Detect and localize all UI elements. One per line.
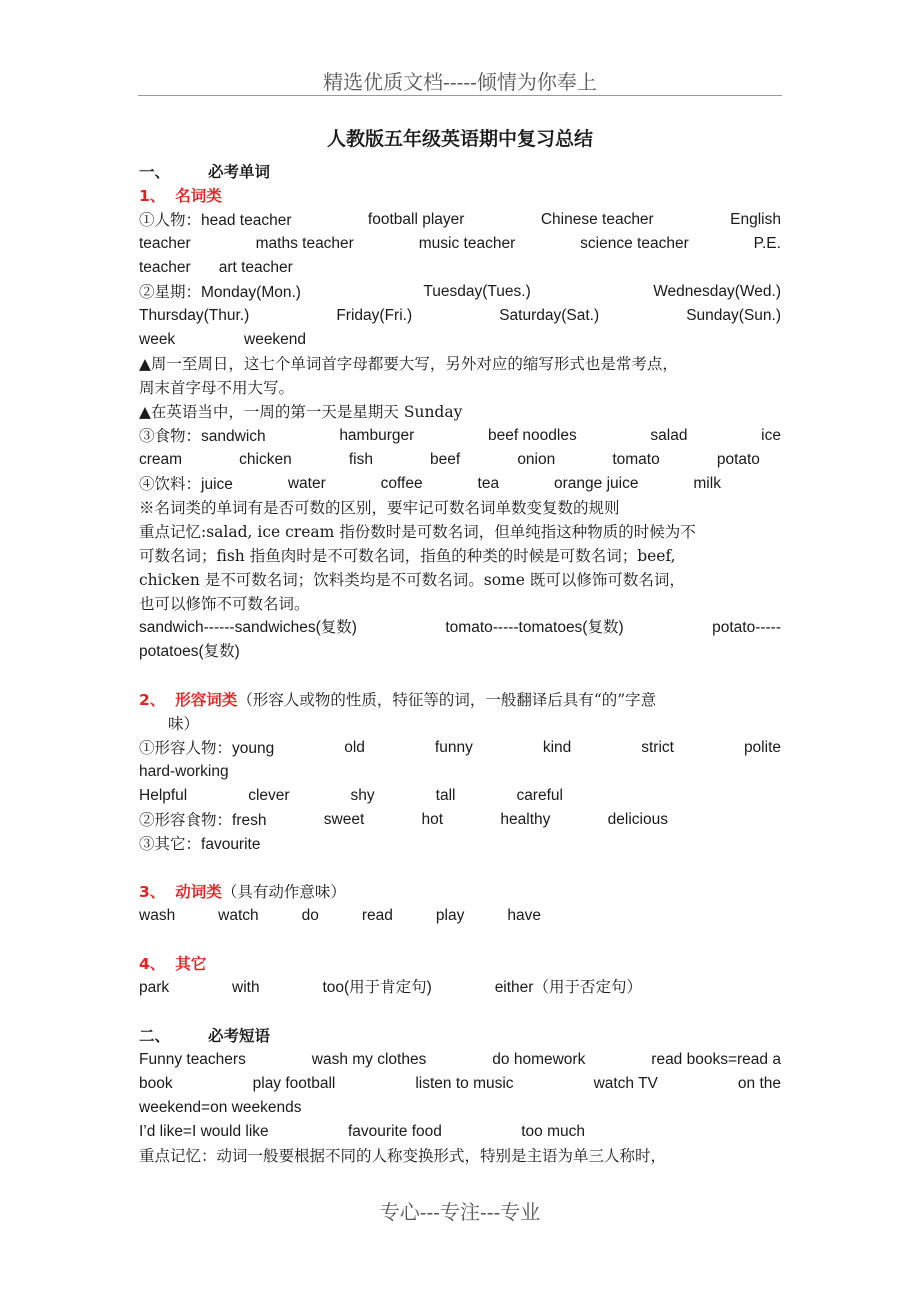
word: tomato xyxy=(612,451,660,468)
word: delicious xyxy=(607,811,668,828)
word: science teacher xyxy=(580,235,689,252)
spacer xyxy=(139,664,781,688)
word: weekend xyxy=(244,331,307,348)
people-row-3 xyxy=(139,256,781,280)
phrases-row-1 xyxy=(139,1048,781,1072)
memo-line: 也可以修饰不可数名词。 xyxy=(139,595,310,613)
word: clever xyxy=(248,787,290,804)
word: Tuesday(Tues.) xyxy=(423,283,531,300)
drinks-row xyxy=(139,472,781,496)
word: favourite xyxy=(201,836,261,853)
adj-people-label: ①形容人物： xyxy=(139,739,233,757)
word: music teacher xyxy=(418,235,516,252)
word: funny xyxy=(434,739,473,756)
subsection-verbs-number: 3、 xyxy=(139,883,166,901)
section-1-number: 一、 xyxy=(139,163,171,181)
word: P.E. xyxy=(753,235,781,252)
word: football player xyxy=(367,211,465,228)
rule-line: ※名词类的单词有是否可数的区别，要牢记可数名词单数变复数的规则 xyxy=(139,499,620,517)
phrases-row-3: weekend=on weekends xyxy=(139,1099,302,1116)
memo-line: 可数名词；fish 指鱼肉时是不可数名词，指鱼的种类的时候是可数名词；beef, xyxy=(139,547,676,565)
document-body xyxy=(139,160,781,1168)
word: Sunday(Sun.) xyxy=(686,307,781,324)
subsection-nouns-heading xyxy=(139,184,781,208)
subsection-adjectives-title: 形容词类 xyxy=(175,691,238,709)
word: teacher xyxy=(139,259,191,276)
people-label: ①人物： xyxy=(139,211,202,229)
word: art teacher xyxy=(218,259,293,276)
plurals-row-2: potatoes(复数) xyxy=(139,643,240,660)
subsection-verbs-title: 动词类 xyxy=(175,883,222,901)
word: tall xyxy=(435,787,456,804)
phrase: book xyxy=(139,1075,173,1092)
section-2-number: 二、 xyxy=(139,1027,171,1045)
word: Thursday(Thur.) xyxy=(139,307,250,324)
word: fish xyxy=(348,451,373,468)
word: maths teacher xyxy=(255,235,354,252)
adjectives-desc-cont: 味） xyxy=(168,715,200,733)
word: hot xyxy=(421,811,444,828)
word: Helpful xyxy=(139,787,188,804)
phrase: too much xyxy=(521,1123,585,1140)
people-row-2 xyxy=(139,232,781,256)
phrase: watch TV xyxy=(593,1075,658,1092)
word: chicken xyxy=(239,451,292,468)
adj-food-row xyxy=(139,808,668,832)
word: milk xyxy=(693,475,721,492)
phrase: do homework xyxy=(492,1051,586,1068)
word: orange juice xyxy=(554,475,639,492)
section-2-heading xyxy=(139,1024,781,1048)
word: week xyxy=(139,331,176,348)
word: park xyxy=(139,979,170,996)
plurals-row xyxy=(139,616,781,640)
word: too(用于肯定句) xyxy=(322,979,432,996)
word: coffee xyxy=(380,475,423,492)
word: do xyxy=(301,907,319,924)
food-row-2 xyxy=(139,448,781,472)
word: strict xyxy=(641,739,674,756)
phrases-row-4 xyxy=(139,1120,585,1144)
phrase: wash my clothes xyxy=(311,1051,427,1068)
page-header: 精选优质文档-----倾情为你奉上 xyxy=(323,70,597,94)
word: onion xyxy=(517,451,556,468)
phrase: on the xyxy=(737,1075,781,1092)
subsection-adjectives-desc: （形容人或物的性质，特征等的词，一般翻译后具有“的”字意 xyxy=(237,691,657,709)
word: Saturday(Sat.) xyxy=(499,307,600,324)
section-2-title: 必考短语 xyxy=(208,1027,271,1045)
drinks-label: ④饮料： xyxy=(139,475,202,493)
word: Wednesday(Wed.) xyxy=(653,283,781,300)
people-row-1 xyxy=(139,208,781,232)
word: English xyxy=(730,211,781,228)
word: play xyxy=(435,907,465,924)
note-line: ▲周一至周日，这七个单词首字母都要大写，另外对应的缩写形式也是常考点， xyxy=(139,355,678,373)
word: old xyxy=(344,739,365,756)
phrase: Funny teachers xyxy=(139,1051,246,1068)
word: water xyxy=(287,475,326,492)
word: fresh xyxy=(232,812,267,829)
word: have xyxy=(507,907,541,924)
word: healthy xyxy=(500,811,551,828)
word: young xyxy=(232,740,275,757)
word: beef xyxy=(430,451,461,468)
word: salad xyxy=(650,427,688,444)
word: hamburger xyxy=(339,427,415,444)
days-row-2 xyxy=(139,304,781,328)
subsection-others-title: 其它 xyxy=(175,955,207,973)
subsection-verbs-desc: （具有动作意味） xyxy=(221,883,346,901)
plural-form: potato----- xyxy=(712,619,781,636)
document-title: 人教版五年级英语期中复习总结 xyxy=(326,128,593,150)
word: careful xyxy=(516,787,563,804)
adj-other-label: ③其它： xyxy=(139,835,202,853)
adj-food-label: ②形容食物： xyxy=(139,811,233,829)
word: with xyxy=(232,979,260,996)
word: Monday(Mon.) xyxy=(201,284,301,301)
word: either（用于否定句） xyxy=(494,979,642,996)
section-1-title: 必考单词 xyxy=(208,163,271,181)
memo-line: 重点记忆：动词一般要根据不同的人称变换形式，特别是主语为单三人称时， xyxy=(139,1147,667,1165)
phrase: listen to music xyxy=(415,1075,514,1092)
plural-form: sandwich------sandwiches(复数) xyxy=(139,619,357,636)
food-row-1 xyxy=(139,424,781,448)
food-label: ③食物： xyxy=(139,427,202,445)
subsection-verbs-heading xyxy=(139,880,781,904)
word: kind xyxy=(542,739,572,756)
subsection-nouns-number: 1、 xyxy=(139,187,166,205)
adj-people-row-3 xyxy=(139,784,563,808)
days-label: ②星期： xyxy=(139,283,202,301)
verbs-row xyxy=(139,904,541,928)
word: head teacher xyxy=(201,212,292,229)
days-row-1 xyxy=(139,280,781,304)
word: sandwich xyxy=(201,428,266,445)
phrase: play football xyxy=(252,1075,336,1092)
phrases-row-2 xyxy=(139,1072,781,1096)
subsection-adjectives-number: 2、 xyxy=(139,691,166,709)
page-footer: 专心---专注---专业 xyxy=(379,1200,541,1224)
spacer xyxy=(139,856,781,880)
adj-people-row-1 xyxy=(139,736,781,760)
note-line: 周末首字母不用大写。 xyxy=(139,379,295,397)
word: ice xyxy=(761,427,781,444)
header-rule xyxy=(138,95,782,96)
word: tea xyxy=(477,475,500,492)
note-line: ▲在英语当中，一周的第一天是星期天 Sunday xyxy=(139,403,463,421)
phrase: favourite food xyxy=(347,1123,442,1140)
word: juice xyxy=(201,476,233,493)
subsection-nouns-title: 名词类 xyxy=(175,187,222,205)
word: potato xyxy=(716,451,760,468)
memo-line: chicken 是不可数名词；饮料类均是不可数名词。some 既可以修饰可数名词， xyxy=(139,571,685,589)
plural-form: tomato-----tomatoes(复数) xyxy=(445,619,624,636)
word: polite xyxy=(743,739,781,756)
word: sweet xyxy=(323,811,365,828)
days-row-3 xyxy=(139,328,781,352)
adj-people-row-2: hard-working xyxy=(139,763,229,780)
word: watch xyxy=(218,907,259,924)
word: Friday(Fri.) xyxy=(336,307,413,324)
subsection-adjectives-heading xyxy=(139,688,781,712)
phrase: read books=read a xyxy=(651,1051,781,1068)
memo-line: 重点记忆:salad, ice cream 指份数时是可数名词，但单纯指这种物质的时候为不 xyxy=(139,523,696,541)
spacer xyxy=(139,1000,781,1024)
word: read xyxy=(361,907,393,924)
phrase: I’d like=I would like xyxy=(139,1123,269,1140)
word: teacher xyxy=(139,235,191,252)
adj-other-row xyxy=(139,832,781,856)
spacer xyxy=(139,928,781,952)
word: cream xyxy=(139,451,183,468)
word: shy xyxy=(350,787,375,804)
subsection-others-heading xyxy=(139,952,781,976)
word: beef noodles xyxy=(487,427,577,444)
subsection-others-number: 4、 xyxy=(139,955,166,973)
others-row xyxy=(139,976,642,1000)
word: wash xyxy=(139,907,176,924)
section-1-heading xyxy=(139,160,781,184)
word: Chinese teacher xyxy=(540,211,654,228)
